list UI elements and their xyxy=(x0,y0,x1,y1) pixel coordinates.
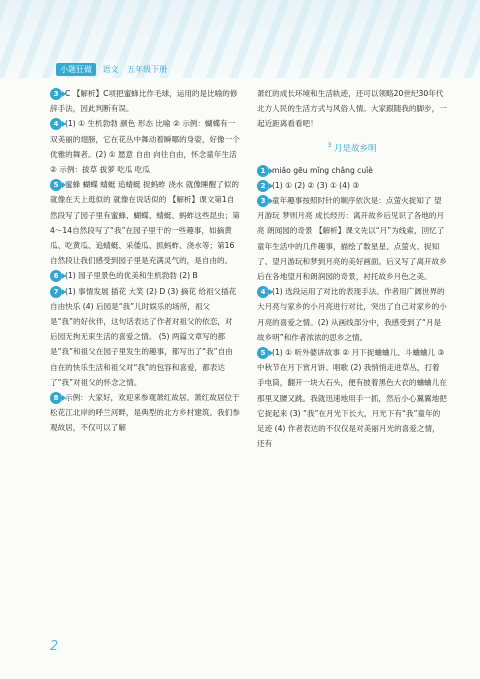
item-number: 4 xyxy=(257,286,269,298)
answer-item xyxy=(257,345,447,451)
section-number: 3 xyxy=(327,141,332,149)
item-number: 3 xyxy=(257,195,269,207)
right-column xyxy=(257,86,447,452)
answer-item xyxy=(257,178,447,193)
item-number: 2 xyxy=(257,180,269,192)
item-number: 3 xyxy=(50,88,62,100)
answer-item xyxy=(50,86,240,116)
answer-item xyxy=(257,284,447,345)
header-subject: 语文 xyxy=(102,65,119,74)
item-text: (1) ① (2) ② (3) ① (4) ③ xyxy=(272,180,360,190)
item-text: (1) ① 生机勃勃 颜色 形态 比喻 ② 示例：蝴蝶有一双美丽的翅膀，它在花丛中舞动着瞬哪的身姿，好像一个优雅的舞者。(2) ① 愿意 自由 向往自由，怀念童年生活 ② 示例：拔草 拔萝 吃瓜 吃瓜 xyxy=(50,119,240,175)
header-bar xyxy=(0,0,480,78)
item-text: 示例：大家好，欢迎来参观萧红故居。萧红故居位于松花江北岸的呼兰河畔，是典型的北方乡村建筑。我们参观故居，不仅可以了解 xyxy=(50,393,240,433)
page-number: 2 xyxy=(50,639,59,654)
item-number: 5 xyxy=(50,179,62,191)
continued-text: 萧红的成长环境和生活轨迹，还可以领略20世纪30年代北方人民的生活方式与风俗人情。大家跟随我的脚步，一起近距离看看吧！ xyxy=(257,89,447,129)
item-text: (1) ① 听外婆讲故事 ② 月下捉蛐蛐儿、斗蛐蛐儿 ③ 中秋节在月下赏月饼、唱歌 (2) 我悄悄走进草丛，打着手电筒，翻开一块大石头，便有披着黑色大衣的蛐蛐儿在那里叉腰又跳。我就迅速地用手一抓，然后小心翼翼地把它捉起来 (3) “我”在月光下长大，月光下有“我”童年的足迹 (4) 作者表达的不仅仅是对美丽月光的喜爱之情，还有 xyxy=(257,348,447,449)
item-number: 4 xyxy=(50,118,62,130)
answer-item xyxy=(50,390,240,436)
item-text: (1) 选段运用了对比的表现手法。作者用广阔世界的大月亮与家乡的小月亮进行对比，突出了自己对家乡的小月亮的喜爱之情。(2) 从画线部分中，我感受到了“月是故乡明”和作者浓浓的思乡之情。 xyxy=(257,287,447,342)
item-number: 7 xyxy=(50,286,62,298)
answer-item xyxy=(50,177,240,268)
header-title xyxy=(56,63,173,76)
section-title xyxy=(257,138,447,157)
item-number: 8 xyxy=(50,392,62,404)
left-column xyxy=(50,86,240,436)
answer-item xyxy=(50,268,240,283)
answer-item xyxy=(50,116,240,177)
item-number: 1 xyxy=(257,165,269,177)
item-text: 童年趣事按照时针的顺序依次是：点萤火捉知了 望月游玩 梦则月亮 成长经历：离开故乡后见识了各地的月亮 朗闻园的奇景 【解析】课文先以“月”为线索，回忆了童年生活中的几件趣事，描绘了数星星、点萤火、捉知了、望月游玩和梦到月亮的美好画面。后又写了离开故乡后在各地望月和朗润园的奇景，衬托故乡月色之美。 xyxy=(257,196,447,282)
answer-item xyxy=(50,284,240,390)
header-tag: 小题狂做 xyxy=(56,63,96,76)
header-grade: 五年级下册 xyxy=(127,65,168,74)
item-text: miǎo gēu mǐng chǎng cuǐè xyxy=(272,165,373,175)
item-number: 6 xyxy=(50,270,62,282)
item-text: C 【解析】C项把蜜蜂比作毛球，运用的是比喻的修辞手法，因此判断有误。 xyxy=(50,89,238,114)
section-title-text: 月是故乡明 xyxy=(334,143,377,154)
item-text: (1) 事情发展 插花 大笑 (2) D (3) 摘花 给祖父插花 自由快乐 (4) 后园是“我”儿时娱乐的场所，祖父是“我”的好伙伴，这句话表达了作者对祖父的依恋，对后园无拘无束生活的喜爱之情。 (5) 两篇文章写的都是“我”和祖父在园子里发生的趣事，都写出了“我”自由自在的快乐生活和祖父对“我”的包容和喜爱，都表达了“我”对祖父的怀念之情。 xyxy=(50,286,237,387)
item-number: 5 xyxy=(257,347,269,359)
item-text: (1) 园子里景色的优美和生机勃勃 (2) B xyxy=(65,271,198,281)
item-text: 蜜蜂 蝴蝶 蜻蜓 追蜻蜓 捉蚂蚱 浇水 就像睡醒了似的 就像在天上逛似的 就像在说话似的 【解析】课文第1自然段写了园子里有蜜蜂、蝴蝶、蜻蜓、蚂蚱这些昆虫；第4～14自然段写了“我”在园子里干的一些趣事，如摘黄瓜、吃黄瓜、追蜻蜓、采倭瓜、抓蚂蚱、浇水等；第16自然段让我们感受到园子里是充满灵气的，是自由的。 xyxy=(50,180,240,266)
answer-item xyxy=(257,193,447,284)
answer-item xyxy=(257,163,447,178)
